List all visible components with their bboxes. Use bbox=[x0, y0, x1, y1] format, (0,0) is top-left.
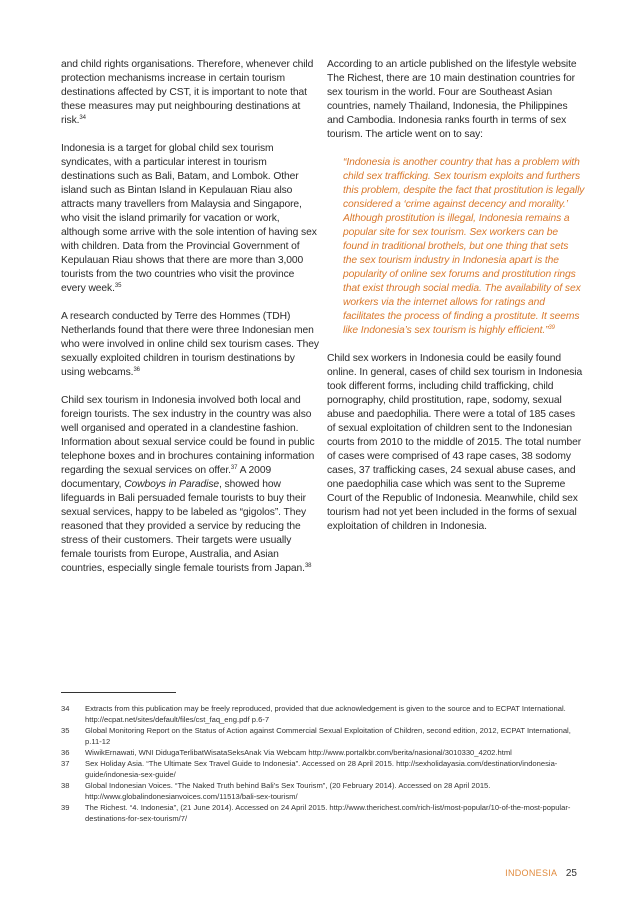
paragraph-text: According to an article published on the lifestyle website The Richest, there are 10 main destination countries for sex tourism in the world. Four are Southeast Asian countries, namely Thailand, Indonesia, the Philippines and Cambodia. Indonesia ranks fourth in terms of sex tourism. The article went on to say: bbox=[327, 59, 577, 140]
footnote bbox=[61, 780, 581, 802]
block-quote bbox=[327, 156, 585, 338]
footnote bbox=[61, 758, 581, 780]
footnote-text: The Richest. “4. Indonesia”, (21 June 2014). Accessed on 24 April 2015. http://www.therichest.com/rich-list/most-popular/10-of-the-most-popular-destinations-for-sex-tourism/7/ bbox=[85, 803, 571, 823]
footnote-ref: 36 bbox=[133, 367, 140, 373]
footnote-text: Global Indonesian Voices. “The Naked Truth behind Bali’s Sex Tourism”, (20 February 2014). Accessed on 28 April 2015. http://www.globalindonesianvoices.com/11513/bali-sex-tourism/ bbox=[85, 781, 491, 801]
footnote bbox=[61, 802, 581, 824]
footnote-text: WiwikErnawati, WNI DidugaTerlibatWisataSeksAnak Via Webcam http://www.portalkbr.com/berita/nasional/3010330_4202.html bbox=[85, 748, 512, 757]
page-number: 25 bbox=[565, 868, 577, 879]
paragraph bbox=[61, 142, 319, 296]
footnote-ref: 37 bbox=[230, 465, 238, 471]
footnote-number: 34 bbox=[61, 704, 70, 713]
footnote bbox=[61, 703, 581, 725]
paragraph-text: Indonesia is a target for global child sex tourism syndicates, with a particular interest in tourism destinations such as Bali, Batam, and Lombok. Other island such as Bintan Island in Kepulauan Riau also attracts many travellers from Malaysia and Singapore, who visit the island primarily for vacation or work, although some arrive with the sole intention of having sex with children. Data from the Provincial Government of Kepulauan Riau shows that there are more than 3,000 tourists from the two countries who visit the province every week. bbox=[61, 143, 317, 294]
footnotes bbox=[61, 703, 581, 824]
paragraph bbox=[61, 58, 319, 128]
quote-text: “Indonesia is another country that has a problem with child sex trafficking. Sex tourism exploits and furthers this problem, despite the fact that prostitution is legally considered a ‘crime against decency and morality.’ Although prostitution is illegal, Indonesia remains a popular site for sex tourism. Sex workers can be found in traditional brothels, but one thing that sets the sex tourism industry in Indonesia apart is the popularity of online sex forums and prostitution rings that exist through social media. The availability of sex workers via the internet allows for ratings and facilitates the process of finding a prostitute. It seems like Indonesia’s sex tourism is highly efficient.” bbox=[343, 157, 585, 336]
footnote-ref: 39 bbox=[548, 325, 555, 331]
paragraph-text: and child rights organisations. Therefore, whenever child protection mechanisms increase in certain tourism destinations affected by CST, it is important to note that these measures may put neighbouring destinations at risk. bbox=[61, 59, 314, 126]
paragraph-text: Child sex workers in Indonesia could be easily found online. In general, cases of child sex tourism in Indonesia took different forms, including child trafficking, child pornography, child prostitution, rape, sodomy, sexual abuse and paedophilia. There were a total of 185 cases of sexual exploitation of children sent to the Indonesian courts from 2010 to the middle of 2015. The total number of cases were comprised of 43 rape cases, 38 sodomy cases, 37 trafficking cases, 24 sexual abuse cases, and one paedophilia case which was sent to the Supreme Court of the Republic of Indonesia. Meanwhile, child sex tourism had not yet been included in the forms of sexual exploitation of children in Indonesia. bbox=[327, 353, 583, 532]
page-footer bbox=[505, 868, 577, 879]
paragraph-text: A research conducted by Terre des Hommes (TDH) Netherlands found that there were three Indonesian men who were involved in online child sex tourism cases. They sexually exploited children in tourism destinations by using webcams. bbox=[61, 311, 319, 378]
paragraph-text: Child sex tourism in Indonesia involved both local and foreign tourists. The sex industry in the country was also well organised and operated in a clandestine fashion. Information about sexual service could be found in public telephone boxes and in brochures containing information regarding the sexual services on offer. bbox=[61, 395, 315, 476]
footnote-ref: 34 bbox=[79, 115, 86, 121]
footnote-text: Global Monitoring Report on the Status of Action against Commercial Sexual Exploitation of Children, second edition, 2012, ECPAT International, p.11-12 bbox=[85, 726, 571, 746]
footnote bbox=[61, 747, 581, 758]
paragraph bbox=[327, 352, 585, 534]
footnote-text: Sex Holiday Asia. “The Ultimate Sex Travel Guide to Indonesia”. Accessed on 28 April 2015. http://sexholidayasia.com/destination/indonesia-guide/indonesia-sex-guide/ bbox=[85, 759, 558, 779]
right-column bbox=[327, 58, 585, 548]
footnote-number: 36 bbox=[61, 748, 70, 757]
paragraph-text: A 2009 documentary, bbox=[61, 465, 272, 490]
paragraph bbox=[327, 58, 585, 142]
footnote-text: Extracts from this publication may be freely reproduced, provided that due acknowledgement is given to the source and to ECPAT International. http://ecpat.net/sites/default/files/cst_faq_eng.pdf p.6-7 bbox=[85, 704, 566, 724]
left-column bbox=[61, 58, 319, 590]
paragraph bbox=[61, 310, 319, 380]
footnote-ref: 35 bbox=[114, 283, 122, 289]
footnote-number: 38 bbox=[61, 781, 70, 790]
footnote-divider bbox=[61, 692, 176, 693]
documentary-title: Cowboys in Paradise bbox=[124, 479, 220, 490]
footnote bbox=[61, 725, 581, 747]
paragraph bbox=[61, 394, 319, 576]
section-label: INDONESIA bbox=[505, 868, 558, 878]
footnote-number: 37 bbox=[61, 759, 70, 768]
footnote-number: 39 bbox=[61, 803, 70, 812]
footnote-ref: 38 bbox=[304, 563, 312, 569]
paragraph-text: , showed how lifeguards in Bali persuaded female tourists to buy their sexual services, happy to be labeled as “gigolos”. They reasoned that they provided a service by reducing the stress of their customers. Their targets were usually female tourists from Europe, Australia, and Asian countries, especially single female tourists from Japan. bbox=[61, 479, 307, 574]
footnote-number: 35 bbox=[61, 726, 70, 735]
